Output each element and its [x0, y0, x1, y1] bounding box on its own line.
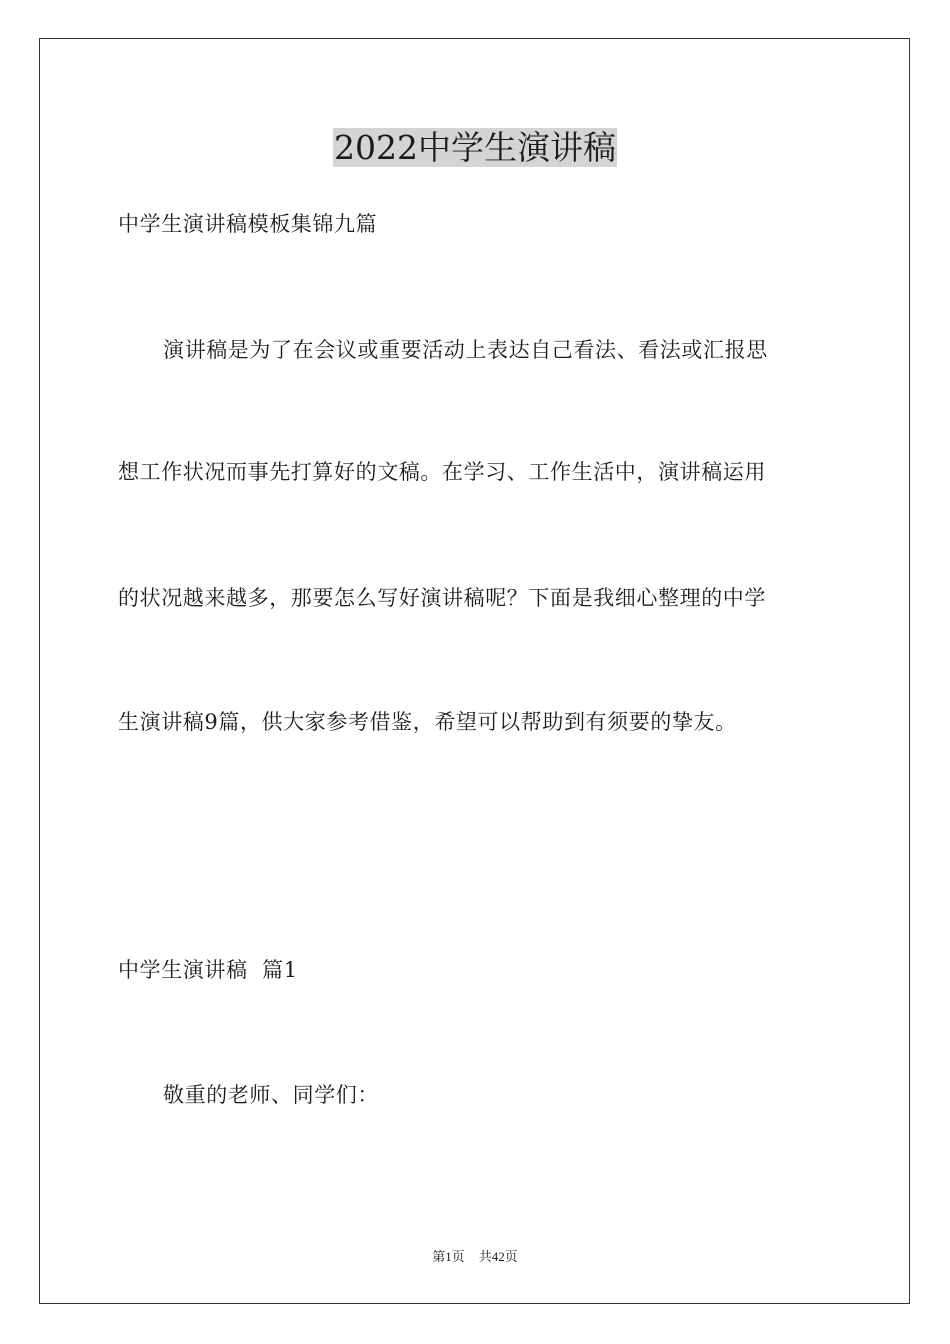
- intro-paragraph-line-3: 的状况越来越多，那要怎么写好演讲稿呢？下面是我细心整理的中学: [118, 586, 766, 610]
- document-title: [0, 126, 950, 170]
- intro-paragraph-line-4: 生演讲稿9篇，供大家参考借鉴，希望可以帮助到有须要的挚友。: [118, 710, 737, 734]
- page-number: 第1页: [432, 1249, 465, 1264]
- salutation: 敬重的老师、同学们：: [163, 1083, 379, 1107]
- document-title-text: 2022中学生演讲稿: [334, 128, 616, 167]
- page-total: 共42页: [478, 1249, 518, 1264]
- intro-paragraph-line-1: 演讲稿是为了在会议或重要活动上表达自己看法、看法或汇报思: [163, 338, 768, 362]
- document-subtitle: 中学生演讲稿模板集锦九篇: [118, 212, 378, 236]
- page-footer: [0, 1248, 950, 1266]
- intro-paragraph-line-2: 想工作状况而事先打算好的文稿。在学习、工作生活中，演讲稿运用: [118, 460, 766, 484]
- section-heading: 中学生演讲稿 篇1: [118, 958, 298, 982]
